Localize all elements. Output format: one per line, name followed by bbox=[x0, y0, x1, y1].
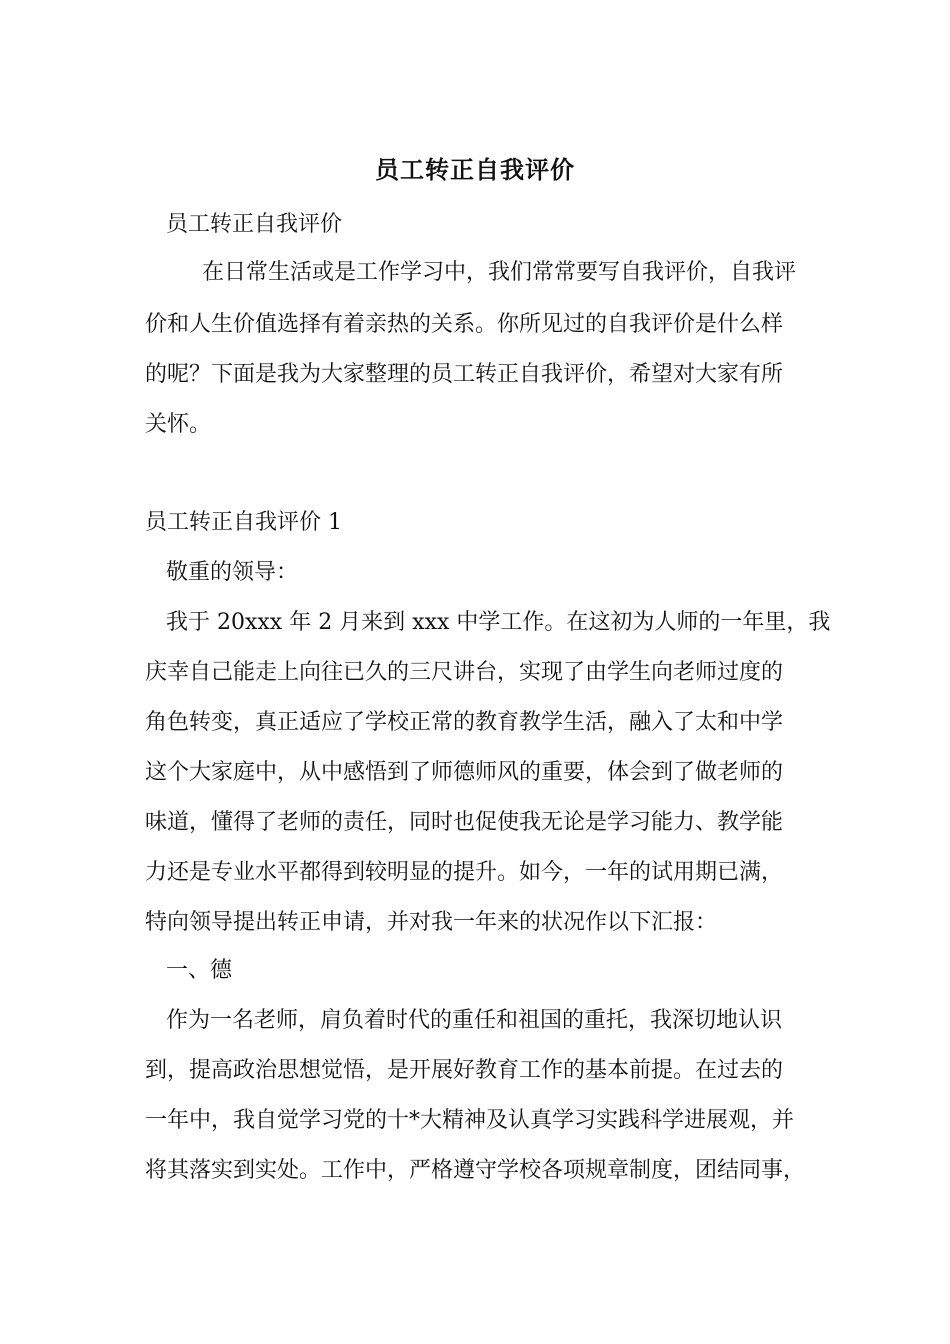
intro-line-3: 的呢？下面是我为大家整理的员工转正自我评价，希望对大家有所 bbox=[145, 362, 784, 387]
salutation: 敬重的领导： bbox=[166, 560, 299, 585]
section-heading-1: 员工转正自我评价 1 bbox=[145, 510, 342, 535]
intro-line-1: 在日常生活或是工作学习中，我们常常要写自我评价，自我评 bbox=[202, 260, 797, 285]
document-title: 员工转正自我评价 bbox=[375, 156, 575, 184]
section-heading-de: 一、德 bbox=[166, 958, 233, 983]
subtitle-line: 员工转正自我评价 bbox=[166, 212, 343, 237]
body-line-6: 力还是专业水平都得到较明显的提升。如今，一年的试用期已满， bbox=[145, 860, 784, 885]
body-line-2: 庆幸自己能走上向往已久的三尺讲台，实现了由学生向老师过度的 bbox=[145, 660, 784, 685]
body-line-1: 我于 20xxx 年 2 月来到 xxx 中学工作。在这初为人师的一年里，我 bbox=[166, 610, 831, 635]
body-line-3: 角色转变，真正适应了学校正常的教育教学生活，融入了太和中学 bbox=[145, 710, 784, 735]
intro-line-2: 价和人生价值选择有着亲热的关系。你所见过的自我评价是什么样 bbox=[145, 312, 784, 337]
intro-line-4: 关怀。 bbox=[145, 412, 212, 437]
body-line-4: 这个大家庭中，从中感悟到了师德师风的重要，体会到了做老师的 bbox=[145, 760, 784, 785]
body-line-10: 一年中，我自觉学习党的十*大精神及认真学习实践科学进展观，并 bbox=[145, 1108, 795, 1133]
body-line-9: 到，提高政治思想觉悟，是开展好教育工作的基本前提。在过去的 bbox=[145, 1058, 784, 1083]
body-line-11: 将其落实到实处。工作中，严格遵守学校各项规章制度，团结同事， bbox=[145, 1158, 806, 1183]
body-line-7: 特向领导提出转正申请，并对我一年来的状况作以下汇报： bbox=[145, 910, 718, 935]
body-line-5: 味道，懂得了老师的责任，同时也促使我无论是学习能力、教学能 bbox=[145, 810, 784, 835]
body-line-8: 作为一名老师，肩负着时代的重任和祖国的重托，我深切地认识 bbox=[166, 1008, 783, 1033]
